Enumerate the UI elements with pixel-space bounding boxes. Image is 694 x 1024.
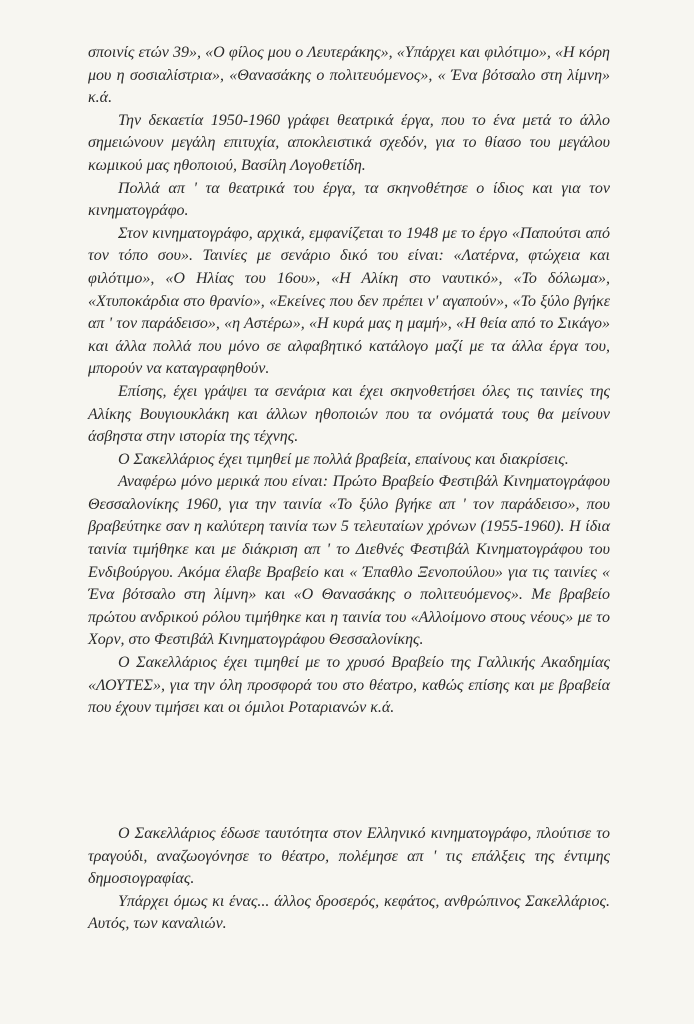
paragraph-identity-greek-cinema: Ο Σακελλάριος έδωσε ταυτότητα στον Ελληνικό κινηματογράφο, πλούτισε το τραγούδι, αναζωογόνησε το θέατρο, πολέμησε απ ' τις επάλξεις της έντιμης δημοσιογραφίας. [88,825,610,888]
main-text-block [88,42,610,720]
paragraph-directed-for-cinema: Πολλά απ ' τα θεατρικά του έργα, τα σκηνοθέτησε ο ίδιος και για τον κινηματογράφο. [88,179,610,220]
paragraph-film-list-continuation: σποινίς ετών 39», «Ο φίλος μου ο Λευτεράκης», «Υπάρχει και φιλότιμο», «Η κόρη μου η σοσιαλίστρια», «Θανασάκης ο πολιτευόμενος», « Ένα βότσαλο στη λίμνη» κ.ά. [88,44,610,107]
paragraph-another-sakellarios: Υπάρχει όμως κι ένας... άλλος δροσερός, κεφάτος, ανθρώπινος Σακελλάριος. Αυτός, των καναλιών. [88,892,610,933]
paragraph-decade-1950-1960: Την δεκαετία 1950-1960 γράφει θεατρικά έργα, που το ένα μετά το άλλο σημειώνουν μεγάλη επιτυχία, αποκλειστικά σχεδόν, για το θίασο του μεγάλου κωμικού μας ηθοποιού, Βασίλη Λογοθετίδη. [88,111,610,174]
paragraph-awards-list: Αναφέρω μόνο μερικά που είναι: Πρώτο Βραβείο Φεστιβάλ Κινηματογράφου Θεσσαλονίκης 1960, για την ταινία «Το ξύλο βγήκε απ ' τον παράδεισο», που βραβεύτηκε σαν η καλύτερη ταινία των 5 τελευταίων χρόνων (1955-1960). Η ίδια ταινία τιμήθηκε και με διάκριση απ ' το Διεθνές Φεστιβάλ Κινηματογράφου του Ενδιβούργου. Ακόμα έλαβε Βραβείο και « Έπαθλο Ξενοπούλου» για τις ταινίες « Ένα βότσαλο στη λίμνη» και «Ο Θανασάκης ο πολιτευόμενος». Με βραβείο πρώτου ανδρικού ρόλου τιμήθηκε και η ταινία του «Αλλοίμονο στους νέους» με το Χορν, στο Φεστιβάλ Κινηματογράφου Θεσσαλονίκης. [88,473,610,649]
paragraph-vougiouklaki-films: Επίσης, έχει γράψει τα σενάρια και έχει σκηνοθετήσει όλες τις ταινίες της Αλίκης Βουγιουκλάκη και άλλων ηθοποιών που τα ονόματά τους θα μείνουν άσβηστα στην ιστορία της τέχνης. [88,382,610,446]
paragraph-cinema-screenplays: Στον κινηματογράφο, αρχικά, εμφανίζεται το 1948 με το έργο «Παπούτσι από τον τόπο σου». Ταινίες με σενάριο δικό του είναι: «Λατέρνα, φτώχεια και φιλότιμο», «Ο Ηλίας του 16ου», «Η Αλίκη στο ναυτικό», «Το δόλωμα», «Χτυποκάρδια στο θρανίο», «Εκείνες που δεν πρέπει ν' αγαπούν», «Το ξύλο βγήκε απ ' τον παράδεισο», «η Αστέρω», «Η κυρά μας η μαμή», «Η θεία από το Σικάγο» και άλλα πολλά που μόνο σε αλφαβητικό κατάλογο μαζί με τα άλλα έργα του, μπορούν να καταγραφηθούν. [88,224,610,378]
closing-text-block [88,823,610,936]
paragraph-french-academy-award: Ο Σακελλάριος έχει τιμηθεί με το χρυσό Βραβείο της Γαλλικής Ακαδημίας «ΛΟΥΤΕΣ», για την όλη προσφορά του στο θέατρο, καθώς επίσης και με βραβεία που έχουν τιμήσει και οι όμιλοι Ροταριανών κ.ά. [88,654,610,717]
paragraph-awards-intro: Ο Σακελλάριος έχει τιμηθεί με πολλά βραβεία, επαίνους και διακρίσεις. [118,450,569,468]
